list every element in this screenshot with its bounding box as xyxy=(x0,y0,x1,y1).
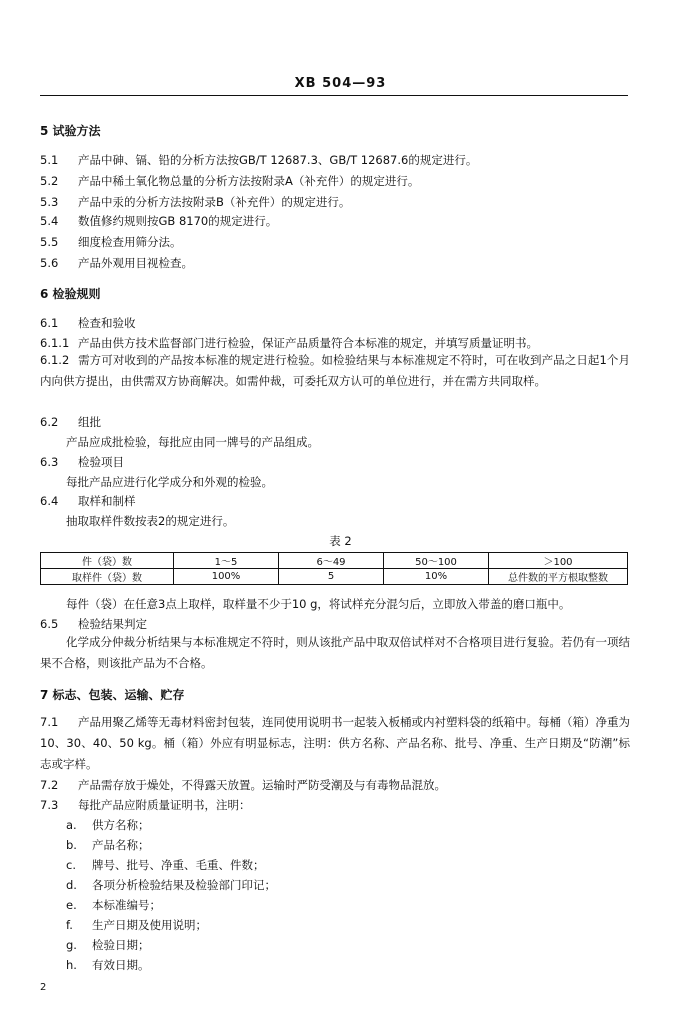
table-cell: 5 xyxy=(279,569,384,585)
table-cell: 6～49 xyxy=(279,553,384,569)
sampling-table xyxy=(40,552,628,585)
clause-5-6: 5.6 产品外观用目视检查。 xyxy=(40,256,193,270)
clause-6-4-text: 抽取取样件数按表2的规定进行。 xyxy=(66,514,235,528)
standard-code-header: XB 504—93 xyxy=(294,76,387,91)
clause-5-4: 5.4 数值修约规则按GB 8170的规定进行。 xyxy=(40,214,278,228)
table-cell: 100% xyxy=(174,569,279,585)
clause-7-1: 7.1 产品用聚乙烯等无毒材料密封包装，连同使用说明书一起装入板桶或内衬塑料袋的纸箱中。每桶（箱）净重为10、30、40、50 kg。桶（箱）外应有明显标志，注明：供方名称、产品名称、批号、净重、生产日期及“防潮”标志或字样。 xyxy=(40,715,630,771)
table-cell: 总件数的平方根取整数 xyxy=(489,569,628,585)
clause-6-1-1: 6.1.1 产品由供方技术监督部门进行检验，保证产品质量符合本标准的规定，并填写质量证明书。 xyxy=(40,336,538,350)
clause-5-1: 5.1 产品中砷、镉、铅的分析方法按GB/T 12687.3、GB/T 12687.6的规定进行。 xyxy=(40,153,478,167)
table-row xyxy=(41,553,628,569)
table-cell: 取样件（袋）数 xyxy=(41,569,174,585)
clause-6-1-2: 6.1.2 需方可对收到的产品按本标准的规定进行检验。如检验结果与本标准规定不符时，可在收到产品之日起1个月内向供方提出，由供需双方协商解决。如需仲裁，可委托双方认可的单位进行，并在需方共同取样。 xyxy=(40,353,630,388)
section-6-title: 6 检验规则 xyxy=(40,287,101,301)
clause-7-3: 7.3 每批产品应附质量证明书，注明： xyxy=(40,798,251,812)
table-cell: 1～5 xyxy=(174,553,279,569)
clause-6-3-title: 6.3 检验项目 xyxy=(40,455,124,469)
header-rule xyxy=(40,95,628,96)
list-item: b. 产品名称； xyxy=(66,838,150,852)
list-item: h. 有效日期。 xyxy=(66,958,150,972)
clause-6-2-text: 产品应成批检验，每批应由同一牌号的产品组成。 xyxy=(66,435,319,449)
clause-5-3: 5.3 产品中汞的分析方法按附录B（补充件）的规定进行。 xyxy=(40,195,351,209)
table-cell: 件（袋）数 xyxy=(41,553,174,569)
section-5-title: 5 试验方法 xyxy=(40,124,101,138)
clause-5-5: 5.5 细度检查用筛分法。 xyxy=(40,235,182,249)
sampling-note: 每件（袋）在任意3点上取样，取样量不少于10 g，将试样充分混匀后，立即放入带盖的磨口瓶中。 xyxy=(66,597,571,611)
clause-6-3-text: 每批产品应进行化学成分和外观的检验。 xyxy=(66,475,273,489)
table-2-caption: 表 2 xyxy=(329,534,352,548)
table-row xyxy=(41,569,628,585)
list-item: a. 供方名称； xyxy=(66,818,150,832)
clause-6-2-title: 6.2 组批 xyxy=(40,415,101,429)
list-item: e. 本标准编号； xyxy=(66,898,161,912)
clause-6-4-title: 6.4 取样和制样 xyxy=(40,494,136,508)
clause-6-1: 6.1 检查和验收 xyxy=(40,316,136,330)
list-item: d. 各项分析检验结果及检验部门印记； xyxy=(66,878,276,892)
table-cell: 10% xyxy=(384,569,489,585)
list-item: f. 生产日期及使用说明； xyxy=(66,918,207,932)
list-item: c. 牌号、批号、净重、毛重、件数； xyxy=(66,858,265,872)
clause-5-2: 5.2 产品中稀土氧化物总量的分析方法按附录A（补充件）的规定进行。 xyxy=(40,174,420,188)
table-cell: 50～100 xyxy=(384,553,489,569)
list-item: g. 检验日期； xyxy=(66,938,150,952)
clause-6-5-title: 6.5 检验结果判定 xyxy=(40,617,147,631)
page-number: 2 xyxy=(40,982,47,993)
section-7-title: 7 标志、包装、运输、贮存 xyxy=(40,688,185,702)
clause-6-5-text: 化学成分仲裁分析结果与本标准规定不符时，则从该批产品中取双倍试样对不合格项目进行复验。若仍有一项结果不合格，则该批产品为不合格。 xyxy=(40,635,630,670)
table-cell: ＞100 xyxy=(489,553,628,569)
clause-7-2: 7.2 产品需存放于燥处，不得露天放置。运输时严防受潮及与有毒物品混放。 xyxy=(40,778,446,792)
